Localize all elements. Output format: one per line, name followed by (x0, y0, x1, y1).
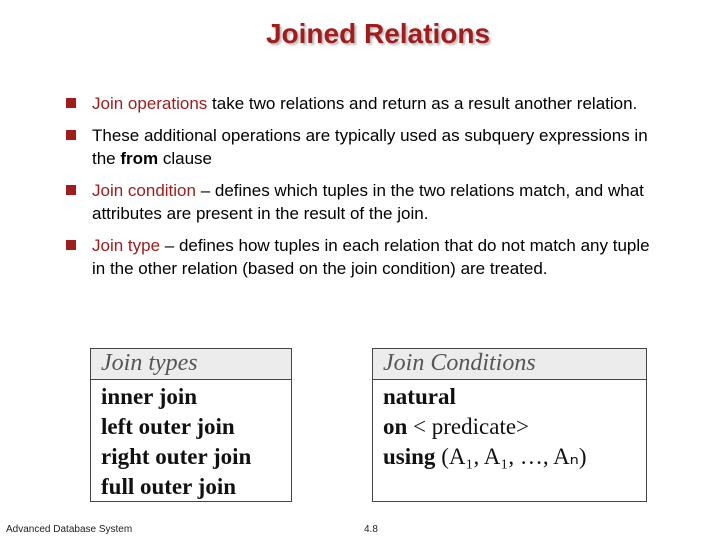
bullet-lead: Join operations (92, 94, 208, 113)
bullet-keyword: from (120, 149, 159, 168)
slide-title: Joined Relations (265, 18, 491, 49)
footer-course: Advanced Database System (6, 524, 133, 535)
join-types-header: Join types (91, 349, 291, 380)
on-keyword: on (383, 414, 408, 439)
join-conditions-box (372, 348, 647, 502)
join-types-list (91, 380, 291, 502)
using-argument: (A₁, A₁, …, Aₙ) (435, 444, 587, 469)
using-keyword: using (383, 444, 436, 469)
join-type-item: right outer join (101, 444, 252, 469)
join-condition-using (383, 442, 636, 472)
on-argument: < predicate> (407, 414, 530, 439)
bullet-item (66, 92, 666, 115)
bullet-lead: Join type (92, 236, 161, 255)
footer-page-number: 4.8 (364, 524, 378, 535)
bullet-text: – defines how tuples in each relation that do not match any tuple in the other relation (based on the join condition) are treated. (92, 236, 650, 278)
bullet-item (66, 124, 666, 170)
bullet-text: – defines which tuples in the two relations match, and what attributes are present in the result of the join. (92, 181, 644, 223)
bullet-item (66, 179, 666, 225)
bullet-list (66, 92, 666, 289)
join-condition-natural: natural (383, 384, 456, 409)
square-bullet-icon (66, 130, 76, 140)
square-bullet-icon (66, 185, 76, 195)
square-bullet-icon (66, 240, 76, 250)
join-type-item: full outer join (101, 474, 237, 499)
bullet-text: take two relations and return as a result another relation. (207, 94, 638, 113)
bullet-text: These additional operations are typically used as subquery expressions in the (92, 126, 648, 168)
join-types-box (90, 348, 292, 502)
bullet-text: clause (158, 149, 213, 168)
bullet-lead: Join condition (92, 181, 196, 200)
join-type-item: left outer join (101, 414, 235, 439)
join-conditions-header: Join Conditions (373, 349, 646, 380)
join-type-item: inner join (101, 384, 198, 409)
square-bullet-icon (66, 98, 76, 108)
join-conditions-list (373, 380, 646, 472)
join-condition-on (383, 412, 636, 442)
bullet-item (66, 234, 666, 280)
